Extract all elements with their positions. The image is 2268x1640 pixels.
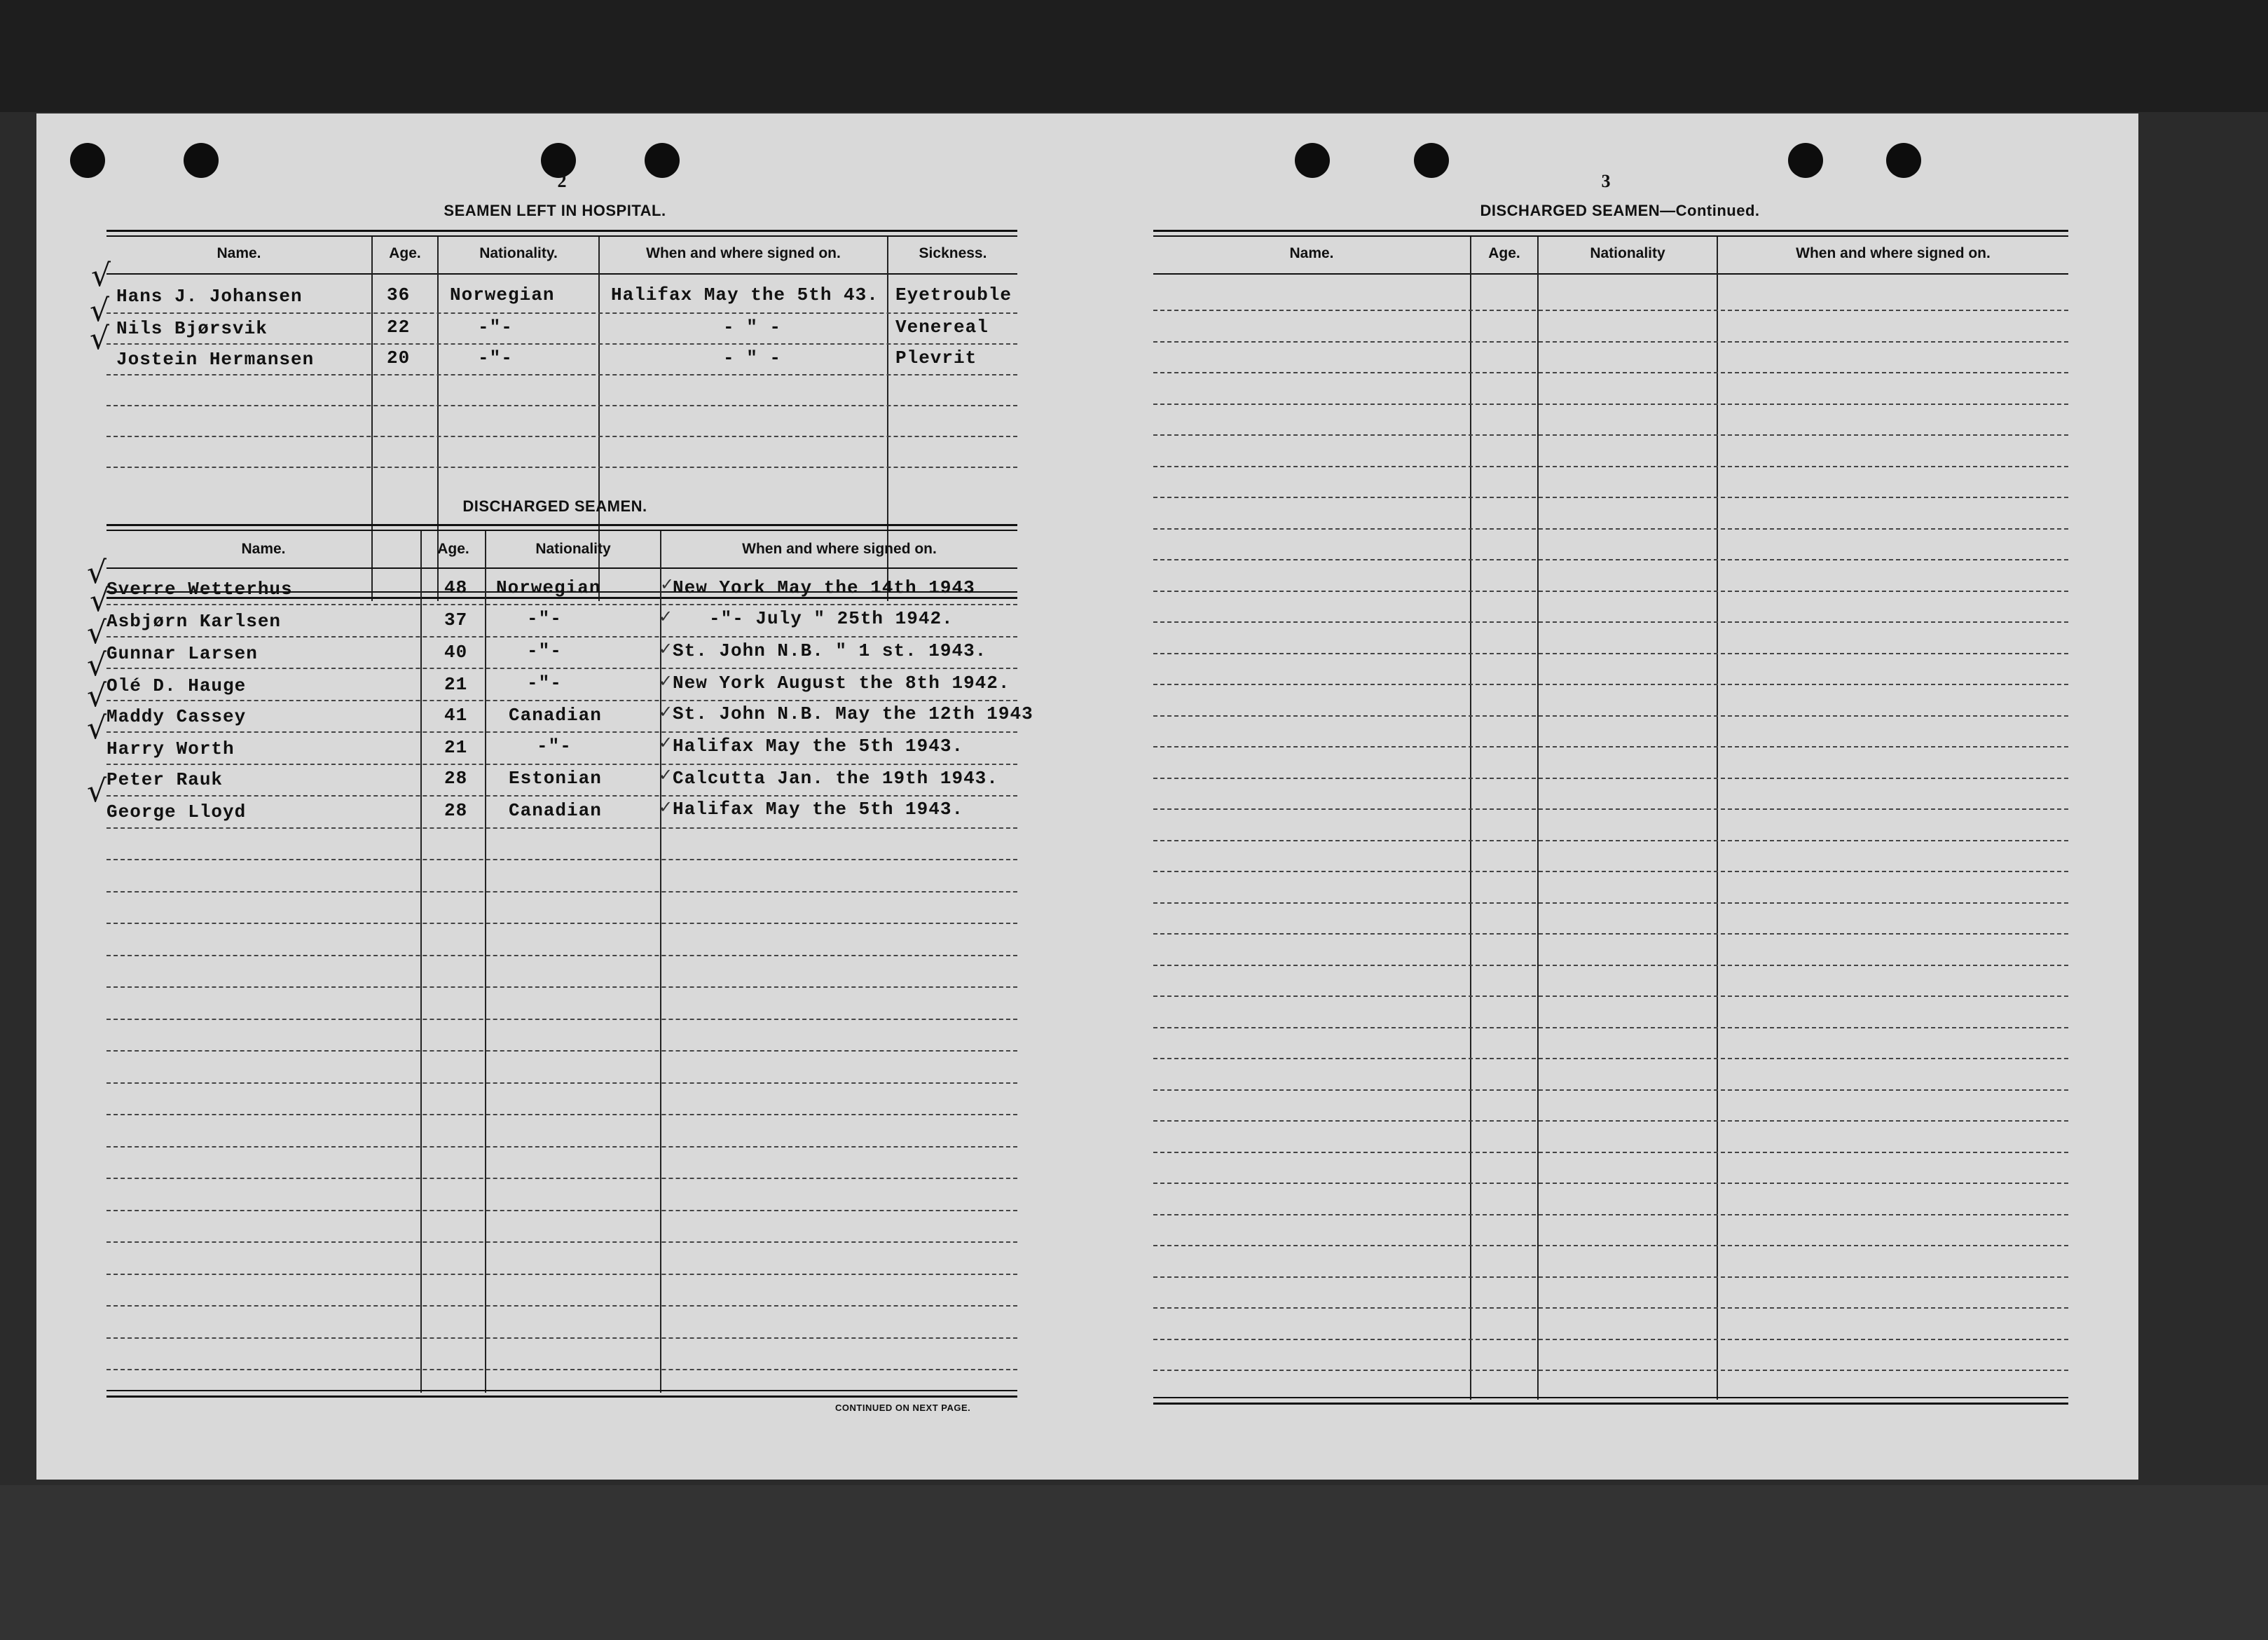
punch-hole <box>1295 143 1330 178</box>
row-rule <box>106 374 1017 375</box>
tick-mark: ✓ <box>660 574 675 594</box>
row-rule <box>106 827 1017 829</box>
row-rule <box>106 343 1017 345</box>
left-page <box>36 113 1087 1480</box>
row-rule <box>1153 528 2068 530</box>
discharged-name: George Lloyd <box>106 801 247 822</box>
hospital-name: Jostein Hermansen <box>116 349 315 370</box>
tick-mark: ✓ <box>659 607 673 626</box>
row-rule <box>1153 1245 2068 1246</box>
rule <box>1153 273 2068 275</box>
row-rule <box>106 731 1017 733</box>
row-rule <box>1153 715 2068 717</box>
row-rule <box>1153 995 2068 997</box>
rule <box>106 1396 1017 1398</box>
row-rule <box>106 1337 1017 1339</box>
discharged-nationality: -"- <box>527 673 562 694</box>
rule <box>106 530 1017 531</box>
row-rule <box>106 1274 1017 1275</box>
row-rule <box>106 1369 1017 1370</box>
discharged-nationality: -"- <box>537 736 572 757</box>
discharged-name: Olé D. Hauge <box>106 675 247 696</box>
check-mark: √ <box>87 678 107 714</box>
tick-mark: ✓ <box>659 765 673 785</box>
row-rule <box>106 955 1017 956</box>
row-rule <box>1153 1058 2068 1059</box>
check-mark: √ <box>87 773 107 809</box>
row-rule <box>106 1210 1017 1211</box>
punch-hole <box>1886 143 1921 178</box>
row-rule <box>1153 1307 2068 1309</box>
header-nationality: Nationality <box>1590 245 1665 261</box>
row-rule <box>1153 621 2068 623</box>
row-rule <box>1153 653 2068 654</box>
punch-hole <box>1788 143 1823 178</box>
header-name: Name. <box>1289 245 1334 261</box>
row-rule <box>106 467 1017 468</box>
punch-hole <box>184 143 219 178</box>
row-rule <box>106 604 1017 605</box>
hospital-signed-on: - " - <box>723 317 782 338</box>
row-rule <box>106 700 1017 701</box>
row-rule <box>1153 466 2068 467</box>
column-divider <box>1537 237 1539 1400</box>
discharged-nationality: -"- <box>527 640 562 661</box>
rule <box>106 273 1017 275</box>
row-rule <box>106 923 1017 924</box>
check-mark: √ <box>90 321 110 357</box>
header-age: Age. <box>437 541 469 557</box>
row-rule <box>106 636 1017 638</box>
row-rule <box>106 986 1017 988</box>
row-rule <box>106 764 1017 765</box>
discharged-nationality: Canadian <box>509 705 602 726</box>
row-rule <box>1153 840 2068 841</box>
row-rule <box>1153 591 2068 592</box>
header-name: Name. <box>217 245 261 261</box>
row-rule <box>106 1082 1017 1084</box>
check-mark: √ <box>87 647 107 683</box>
tick-mark: ✓ <box>659 733 673 752</box>
header-signed-on: When and where signed on. <box>646 245 841 261</box>
rule <box>106 567 1017 569</box>
column-divider <box>660 531 661 1393</box>
hospital-nationality: -"- <box>478 347 513 368</box>
rule <box>106 524 1017 526</box>
check-mark: √ <box>91 258 111 294</box>
tick-mark: ✓ <box>659 702 673 722</box>
discharged-signed-on: -"- July " 25th 1942. <box>709 608 954 629</box>
rule <box>106 235 1017 237</box>
check-mark: √ <box>87 615 107 651</box>
row-rule <box>106 405 1017 406</box>
row-rule <box>1153 1089 2068 1091</box>
row-rule <box>106 795 1017 797</box>
row-rule <box>106 668 1017 669</box>
header-nationality: Nationality <box>535 541 611 557</box>
header-signed-on: When and where signed on. <box>1796 245 1991 261</box>
rule <box>106 1390 1017 1391</box>
row-rule <box>106 1305 1017 1307</box>
discharged-age: 48 <box>444 577 468 598</box>
hospital-signed-on: - " - <box>723 347 782 368</box>
row-rule <box>1153 871 2068 872</box>
row-rule <box>1153 965 2068 966</box>
hospital-sickness: Eyetrouble <box>895 284 1012 305</box>
row-rule <box>106 1019 1017 1020</box>
punch-hole <box>1414 143 1449 178</box>
discharged-age: 37 <box>444 609 468 630</box>
punch-hole <box>70 143 105 178</box>
ledger-sheet <box>36 113 2138 1480</box>
row-rule <box>1153 497 2068 498</box>
rule <box>1153 235 2068 237</box>
discharged-age: 41 <box>444 705 468 726</box>
continued-table <box>1153 230 2068 1516</box>
row-rule <box>1153 1370 2068 1371</box>
discharged-signed-on: New York August the 8th 1942. <box>673 673 1010 694</box>
discharged-signed-on: Halifax May the 5th 1943. <box>673 736 964 757</box>
hospital-age: 20 <box>387 347 411 368</box>
hospital-sickness: Venereal <box>895 317 989 338</box>
header-age: Age. <box>389 245 421 261</box>
row-rule <box>106 891 1017 893</box>
rule <box>1153 1403 2068 1405</box>
discharged-age: 40 <box>444 642 468 663</box>
row-rule <box>1153 808 2068 810</box>
row-rule <box>1153 1027 2068 1028</box>
discharged-name: Maddy Cassey <box>106 706 247 727</box>
page-number: 3 <box>1601 171 1611 191</box>
tick-mark: ✓ <box>659 639 673 659</box>
continued-note: CONTINUED ON NEXT PAGE. <box>835 1403 971 1413</box>
discharged-signed-on: Calcutta Jan. the 19th 1943. <box>673 768 998 789</box>
hospital-sickness: Plevrit <box>895 347 977 368</box>
discharged-section-title: DISCHARGED SEAMEN. <box>462 497 647 515</box>
row-rule <box>1153 341 2068 343</box>
row-rule <box>1153 684 2068 685</box>
row-rule <box>1153 746 2068 747</box>
discharged-nationality: Estonian <box>509 768 602 789</box>
rule <box>1153 1397 2068 1398</box>
row-rule <box>106 1050 1017 1052</box>
row-rule <box>1153 1339 2068 1340</box>
discharged-name: Harry Worth <box>106 738 235 759</box>
hospital-signed-on: Halifax May the 5th 43. <box>611 284 879 305</box>
row-rule <box>1153 310 2068 311</box>
header-age: Age. <box>1488 245 1520 261</box>
right-section-title: DISCHARGED SEAMEN—Continued. <box>1480 202 1760 219</box>
row-rule <box>1153 778 2068 779</box>
discharged-age: 28 <box>444 768 468 789</box>
row-rule <box>1153 559 2068 560</box>
discharged-signed-on: Halifax May the 5th 1943. <box>673 799 964 820</box>
discharged-signed-on: St. John N.B. May the 12th 1943 <box>673 703 1033 724</box>
header-nationality: Nationality. <box>479 245 558 261</box>
row-rule <box>1153 933 2068 935</box>
check-mark: √ <box>87 710 107 746</box>
discharged-name: Peter Rauk <box>106 769 224 790</box>
rule <box>106 230 1017 232</box>
right-page <box>1087 113 2138 1480</box>
row-rule <box>106 1178 1017 1179</box>
discharged-nationality: Canadian <box>509 800 602 821</box>
row-rule <box>106 1241 1017 1243</box>
tick-mark: ✓ <box>659 671 673 691</box>
check-mark: √ <box>90 293 110 329</box>
row-rule <box>1153 372 2068 373</box>
tick-mark: ✓ <box>659 797 673 817</box>
header-name: Name. <box>241 541 286 557</box>
row-rule <box>1153 1214 2068 1215</box>
hospital-name: Nils Bjørsvik <box>116 318 268 339</box>
check-mark: √ <box>87 555 107 591</box>
discharged-age: 21 <box>444 737 468 758</box>
column-divider <box>420 531 422 1393</box>
discharged-signed-on: St. John N.B. " 1 st. 1943. <box>673 640 987 661</box>
row-rule <box>106 859 1017 860</box>
hospital-nationality: Norwegian <box>450 284 555 305</box>
row-rule <box>106 312 1017 314</box>
row-rule <box>106 1114 1017 1115</box>
hospital-nationality: -"- <box>478 317 513 338</box>
row-rule <box>1153 1152 2068 1153</box>
column-divider <box>1717 237 1718 1400</box>
header-signed-on: When and where signed on. <box>742 541 937 557</box>
rule <box>1153 230 2068 232</box>
row-rule <box>1153 404 2068 405</box>
punch-hole <box>645 143 680 178</box>
discharged-table <box>87 524 1033 1401</box>
row-rule <box>1153 1183 2068 1184</box>
hospital-name: Hans J. Johansen <box>116 286 303 307</box>
row-rule <box>1153 434 2068 436</box>
row-rule <box>106 1146 1017 1148</box>
header-sickness: Sickness. <box>919 245 987 261</box>
discharged-name: Sverre Wetterhus <box>106 579 293 600</box>
discharged-age: 21 <box>444 674 468 695</box>
discharged-age: 28 <box>444 800 468 821</box>
discharged-signed-on: New York May the 14th 1943 <box>673 577 975 598</box>
scan-background-top <box>0 0 2268 112</box>
discharged-name: Gunnar Larsen <box>106 643 258 664</box>
row-rule <box>106 436 1017 437</box>
hospital-section-title: SEAMEN LEFT IN HOSPITAL. <box>444 202 666 219</box>
discharged-nationality: Norwegian <box>496 577 601 598</box>
discharged-nationality: -"- <box>527 608 562 629</box>
hospital-age: 36 <box>387 284 411 305</box>
row-rule <box>1153 1120 2068 1122</box>
row-rule <box>1153 1276 2068 1278</box>
hospital-age: 22 <box>387 317 411 338</box>
page-number: 2 <box>557 171 567 191</box>
row-rule <box>1153 902 2068 904</box>
discharged-name: Asbjørn Karlsen <box>106 611 282 632</box>
column-divider <box>1470 237 1471 1400</box>
check-mark: √ <box>90 583 110 619</box>
column-divider <box>485 531 486 1393</box>
